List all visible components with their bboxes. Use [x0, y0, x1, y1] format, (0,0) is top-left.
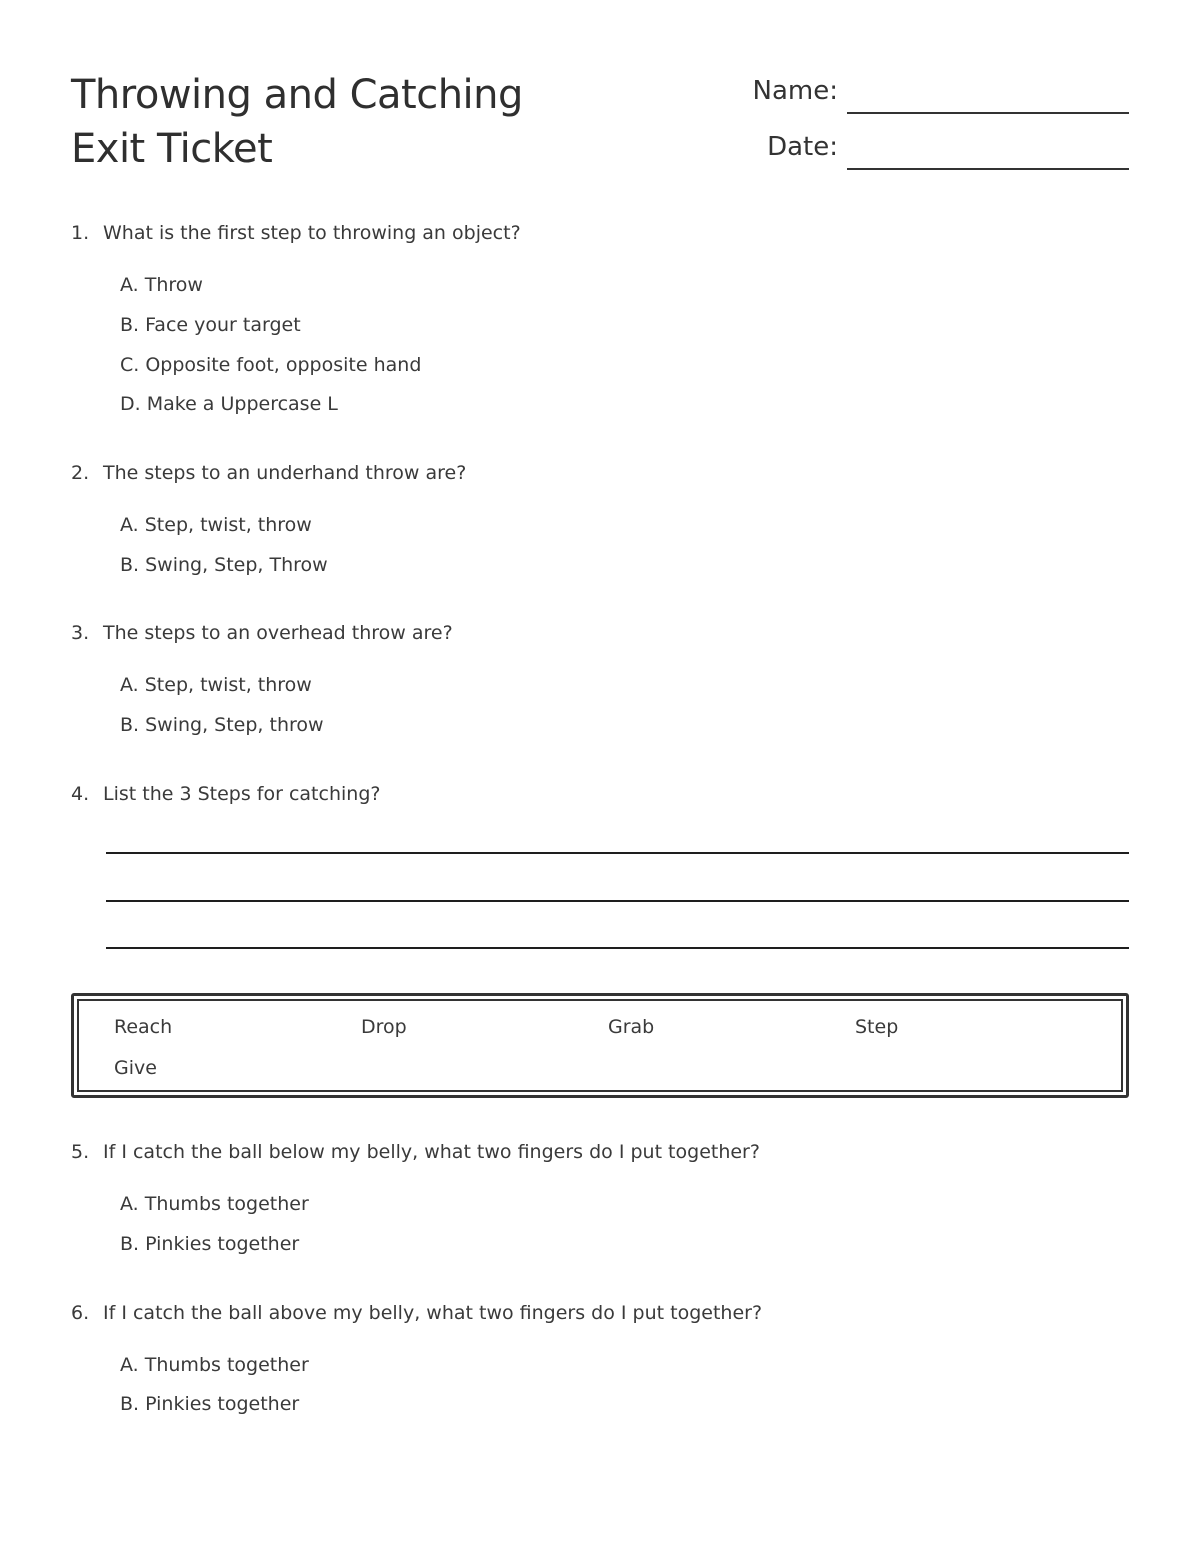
question-text: If I catch the ball below my belly, what two fingers do I put together?: [103, 1141, 760, 1163]
question-text: List the 3 Steps for catching?: [103, 783, 381, 805]
option-b[interactable]: B. Pinkies together: [120, 1233, 300, 1255]
word-bank-item: Grab: [608, 1016, 655, 1038]
question-number: 2.: [71, 462, 90, 484]
option-c[interactable]: C. Opposite foot, opposite hand: [120, 354, 422, 376]
option-b[interactable]: B. Swing, Step, Throw: [120, 554, 328, 576]
question-number: 4.: [71, 783, 90, 805]
word-bank-item: Step: [855, 1016, 899, 1038]
title-line-1: Throwing and Catching: [71, 72, 523, 118]
option-b[interactable]: B. Face your target: [120, 314, 301, 336]
question-number: 6.: [71, 1302, 90, 1324]
word-bank-item: Reach: [114, 1016, 173, 1038]
option-a[interactable]: A. Step, twist, throw: [120, 674, 312, 696]
question-text: The steps to an underhand throw are?: [103, 462, 467, 484]
option-b[interactable]: B. Pinkies together: [120, 1393, 300, 1415]
question-text: If I catch the ball above my belly, what two fingers do I put together?: [103, 1302, 763, 1324]
name-field[interactable]: [847, 112, 1129, 114]
word-bank-item: Drop: [361, 1016, 407, 1038]
option-b[interactable]: B. Swing, Step, throw: [120, 714, 324, 736]
question-number: 1.: [71, 222, 90, 244]
option-a[interactable]: A. Thumbs together: [120, 1193, 309, 1215]
word-bank: [71, 993, 1129, 1098]
title-line-2: Exit Ticket: [71, 126, 273, 172]
question-number: 5.: [71, 1141, 90, 1163]
option-a[interactable]: A. Thumbs together: [120, 1354, 309, 1376]
question-text: The steps to an overhead throw are?: [103, 622, 453, 644]
answer-line-2[interactable]: [106, 900, 1129, 902]
option-d[interactable]: D. Make a Uppercase L: [120, 393, 338, 415]
answer-line-3[interactable]: [106, 947, 1129, 949]
question-number: 3.: [71, 622, 90, 644]
word-bank-item: Give: [114, 1057, 157, 1079]
date-field[interactable]: [847, 168, 1129, 170]
date-label: Date:: [767, 132, 838, 162]
question-text: What is the first step to throwing an object?: [103, 222, 521, 244]
answer-line-1[interactable]: [106, 852, 1129, 854]
option-a[interactable]: A. Step, twist, throw: [120, 514, 312, 536]
name-label: Name:: [752, 76, 838, 106]
option-a[interactable]: A. Throw: [120, 274, 203, 296]
word-bank-inner-border: [77, 999, 1123, 1092]
page-title: [71, 68, 523, 176]
